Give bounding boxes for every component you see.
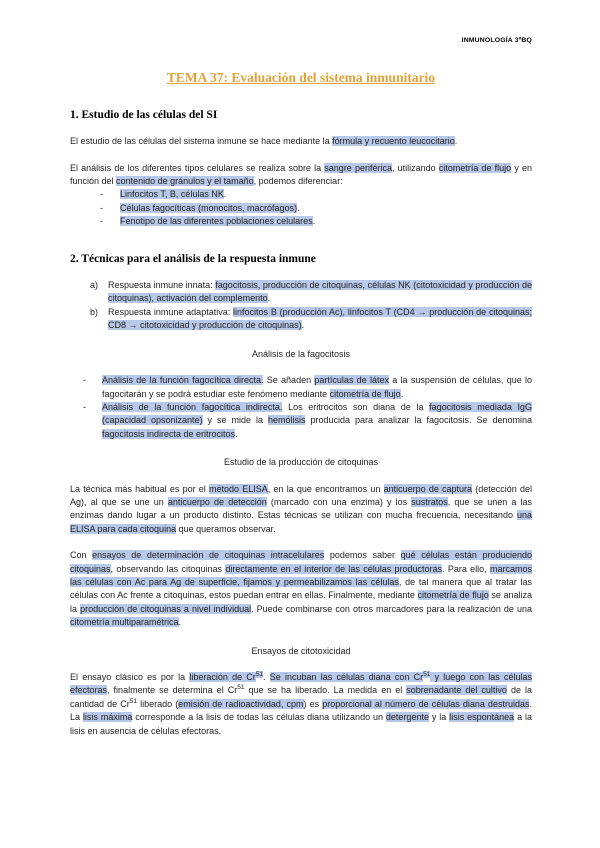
text-run: podemos saber [324, 550, 401, 561]
text-run: y se mide la [202, 415, 268, 426]
section-heading [70, 253, 532, 266]
highlighted-text: Linfocitos T, B, células NK [120, 189, 224, 200]
text-run: 51 [129, 697, 137, 705]
highlighted-text: lisis espontánea [449, 712, 515, 723]
text-run: Análisis de la fagocitosis [251, 348, 351, 359]
bullet-item [70, 401, 532, 441]
text-run: , observando las citoquinas [110, 563, 226, 574]
highlighted-text: sobrenadante del cultivo [406, 685, 507, 696]
highlighted-text: una ELISA para cada citoquina [70, 510, 532, 534]
text-run: Se añaden [263, 375, 315, 386]
highlighted-text: marcamos las células con Ac para Ag de superficie, fijamos y permeabilizamos las células [70, 563, 532, 587]
text-run: . [235, 428, 238, 439]
subheading [70, 456, 532, 469]
text-run: a la suspensión de células, que lo fagocitarán y se podrá estudiar este fenómeno mediante [102, 375, 533, 399]
text-run: corresponde a la lisis de todas las células diana utilizando un [132, 712, 386, 723]
text-run: , que se unen a las enzimas dando lugar a un producto distinto. Estas técnicas se utilizan con mucha frecuencia, necesitando [70, 496, 533, 521]
highlighted-text: contenido de gránulos y el tamaño [116, 176, 254, 187]
text-run: . [297, 202, 300, 213]
list-marker: - [83, 401, 86, 412]
paragraph [70, 162, 532, 189]
highlighted-text: y luego con las células efectoras [70, 672, 532, 696]
text-run: . [454, 136, 458, 147]
alpha-list-item [70, 306, 532, 333]
text-run: Estudio de la producción de citoquinas [223, 457, 379, 468]
bullet-item [70, 202, 532, 215]
text-run: . La [70, 698, 532, 723]
text-run: , podemos diferenciar: [253, 176, 343, 187]
text-run: , utilizando [391, 162, 439, 173]
bullet-item [70, 215, 532, 228]
list-marker: b) [90, 306, 99, 317]
highlighted-text: partículas de látex [314, 375, 389, 386]
highlighted-text: anticuerpo de detección [167, 496, 267, 507]
text-run: y en función del [70, 162, 532, 187]
text-run: El análisis de los diferentes tipos celulares se realiza sobre la [70, 162, 325, 173]
subheading [70, 348, 532, 361]
text-run: , en la que encontramos un [267, 483, 384, 494]
highlighted-text: Se incuban las células diana con Cr [269, 672, 424, 682]
subheading [70, 645, 532, 658]
highlighted-text: Análisis de la función fagocítica indirecta. [102, 401, 283, 412]
highlighted-text: 51 [423, 671, 431, 678]
paragraph [70, 549, 532, 629]
list-marker: - [100, 189, 103, 200]
text-run: (detección del Ag), al que se une un [70, 483, 533, 507]
text-run: que se ha liberado. La medida en el [244, 685, 407, 696]
highlighted-text: ensayos de determinación de citoquinas intracelulares [92, 550, 325, 561]
text-run: 1. Estudio de las células del SI [70, 108, 218, 121]
list-item-text [120, 215, 532, 228]
text-run: Con [70, 550, 93, 561]
highlighted-text: fórmula y recuento leucocitario [332, 136, 455, 147]
list-item-text [108, 279, 532, 306]
text-run: producida para analizar la fagocitosis. Se denomina [305, 415, 532, 426]
text-run: y la [428, 712, 450, 723]
text-run: (marcado con una enzima) y los [266, 496, 412, 507]
text-run: 2. Técnicas para el análisis de la respuesta inmune [70, 252, 316, 265]
text-run: que queramos observar. [176, 523, 276, 534]
list-item-text [102, 401, 532, 441]
highlighted-text: citometría de flujo [438, 162, 512, 173]
highlighted-text: fagocitosis mediada IgG (capacidad opsonizante) [102, 401, 533, 426]
text-run: Los eritrocitos son diana de la [282, 401, 430, 412]
text-run: ) es [303, 698, 323, 709]
paragraph [70, 671, 532, 738]
list-item-text [120, 202, 532, 215]
paragraph [70, 135, 532, 148]
highlighted-text: Células fagocíticas (monocitos, macrófagos) [120, 202, 298, 213]
list-item-text [120, 188, 532, 201]
highlighted-text: 51 [255, 671, 264, 678]
highlighted-text: producción de citoquinas a nivel individual [80, 603, 252, 614]
document-body [70, 109, 532, 738]
page-title: TEMA 37: Evaluación del sistema inmunitario [166, 70, 436, 86]
text-run: . [267, 293, 271, 304]
highlighted-text: detergente [385, 712, 429, 723]
text-run: Respuesta inmune innata: [108, 280, 216, 291]
alpha-list-item [70, 279, 532, 306]
highlighted-text: lisis máxima [82, 712, 133, 723]
highlighted-text: proporcional al número de células diana destruidas [322, 698, 530, 709]
list-marker: a) [90, 280, 99, 291]
text-run: El estudio de las células del sistema inmune se hace mediante la [70, 136, 333, 147]
list-item-text [108, 306, 532, 333]
highlighted-text: liberación de Cr [189, 672, 256, 682]
highlighted-text: sangre periférica [324, 162, 392, 173]
list-marker: - [100, 216, 103, 227]
text-run: El ensayo clásico es por la [70, 672, 190, 682]
list-marker: - [83, 375, 86, 386]
highlighted-text: método ELISA [209, 483, 268, 494]
text-run: Respuesta inmune adaptativa: [108, 306, 234, 317]
highlighted-text: sustratos [411, 496, 448, 507]
highlighted-text: Fenotipo de las diferentes poblaciones celulares [120, 216, 313, 227]
course-label: INMUNOLOGÍA 3ºBQ [461, 37, 532, 44]
highlighted-text: anticuerpo de captura [383, 483, 473, 494]
highlighted-text: hemólisis [267, 415, 306, 426]
highlighted-text: citometría multiparamétrica [70, 617, 179, 628]
text-run: 51 [237, 684, 245, 692]
highlighted-text: Análisis de la función fagocítica directa. [102, 375, 264, 386]
text-run: , de tal manera que al tratar las células con Ac frente a citoquinas, estos puedan entrar en ellas. Finalmente, mediante [70, 576, 532, 601]
highlighted-text: citometría de flujo [417, 590, 489, 601]
list-item-text [102, 374, 532, 401]
highlighted-text: qué células están produciendo citoquinas [70, 550, 532, 574]
text-run: . [263, 672, 270, 682]
text-run: . [178, 617, 182, 628]
text-run: a la lisis en ausencia de células efectoras. [70, 712, 533, 736]
text-run: . Puede combinarse con otros marcadores para la realización de una [251, 603, 533, 614]
highlighted-text: directamente en el interior de las células productoras [225, 563, 443, 574]
highlighted-text: linfocitos B (producción Ac), linfocitos T (CD4 → producción de citoquinas; CD8 → citotoxicidad y producción de citoquinas) [108, 306, 532, 331]
highlighted-text: citometría de flujo [329, 388, 401, 399]
text-run: , finalmente se determina el Cr [107, 685, 238, 696]
text-run: liberado ( [136, 698, 179, 709]
highlighted-text: fagocitosis, producción de citoquinas, células NK (citotoxicidad y producción de citoquinas), activación del complemento [108, 280, 532, 304]
text-run: de la cantidad de Cr [70, 685, 532, 709]
bullet-item [70, 374, 532, 401]
paragraph [70, 483, 532, 537]
text-run: . [223, 189, 227, 200]
text-run: . Para ello, [442, 563, 490, 574]
text-run: se analiza la [70, 590, 532, 614]
highlighted-text: fagocitosis indirecta de eritrocitos [102, 428, 236, 439]
text-run: . [312, 216, 316, 227]
text-run: Ensayos de citotoxicidad [251, 645, 351, 656]
bullet-item [70, 188, 532, 201]
document-header [70, 34, 532, 47]
text-run: La técnica más habitual es por el [70, 483, 210, 494]
text-run: . [301, 320, 305, 331]
section-heading [70, 109, 532, 122]
text-run: . [400, 388, 404, 399]
list-marker: - [100, 202, 103, 213]
highlighted-text: emisión de radioactividad, cpm [178, 698, 304, 709]
